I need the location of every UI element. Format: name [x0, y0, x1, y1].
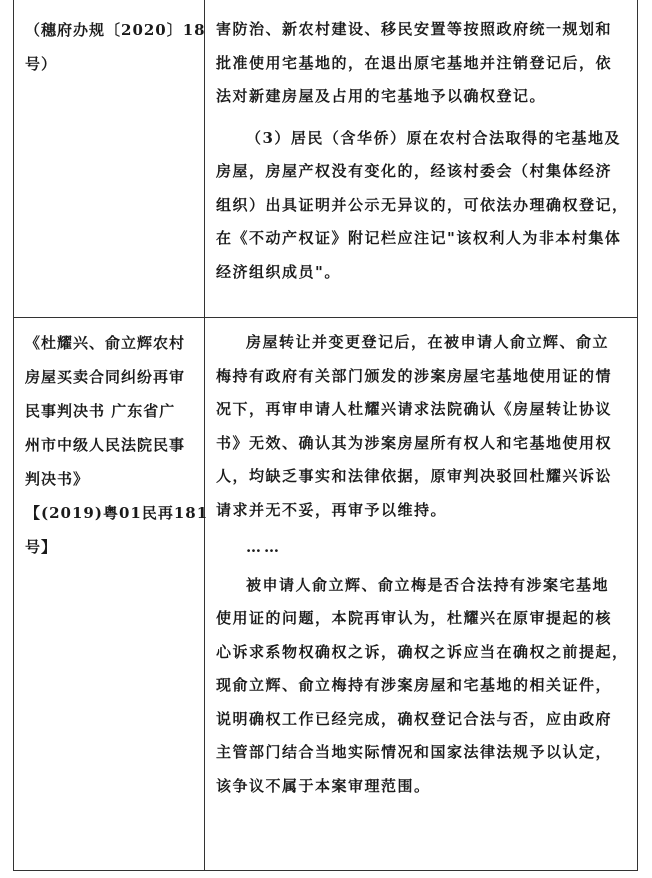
paragraph-line: 被申请人俞立辉、俞立梅是否合法持有涉案宅基地 — [246, 575, 610, 594]
column-divider — [204, 0, 205, 317]
paragraph-line: （3）居民（含华侨）原在农村合法取得的宅基地及 — [246, 128, 621, 147]
paragraph-line: 使用证的问题，本院再审认为，杜耀兴在原审提起的核 — [216, 609, 613, 627]
source-line: 民事判决书 广东省广 — [25, 402, 176, 420]
source-line: 判决书》 — [25, 470, 90, 488]
source-line: 【(2019)粤01民再181 — [25, 504, 209, 522]
source-cell — [25, 326, 209, 564]
paragraph-line: 现俞立辉、俞立梅持有涉案房屋和宅基地的相关证件， — [216, 676, 613, 694]
paragraph-line: 房屋转让并变更登记后，在被申请人俞立辉、俞立 — [246, 333, 610, 351]
paragraph-line: 心诉求系物权确权之诉，确权之诉应当在确权之前提起， — [216, 642, 629, 661]
document-table — [13, 0, 638, 871]
source-line: 《杜耀兴、俞立辉农村 — [25, 334, 186, 352]
paragraph-line: 房屋，房屋产权没有变化的，经该村委会（村集体经济 — [216, 162, 613, 180]
ellipsis: …… — [246, 538, 282, 556]
source-line: 号】 — [25, 538, 58, 556]
paragraph-line: 人，均缺乏事实和法律依据，原审判决驳回杜耀兴诉讼 — [216, 467, 613, 485]
table-row — [14, 317, 637, 870]
paragraph-line: 况下，再审申请人杜耀兴请求法院确认《房屋转让协议 — [216, 400, 613, 418]
content-cell — [216, 326, 632, 803]
source-line: 号） — [25, 55, 58, 73]
paragraph-line: 请求并无不妥，再审予以维持。 — [216, 500, 448, 519]
paragraph-line: 法对新建房屋及占用的宅基地予以确权登记。 — [216, 87, 547, 105]
paragraph-line: 经济组织成员"。 — [216, 262, 341, 281]
paragraph-line: 组织）出具证明并公示无异议的，可依法办理确权登记， — [216, 195, 629, 214]
paragraph-line: 书》无效、确认其为涉案房屋所有权人和宅基地使用权 — [216, 433, 613, 452]
paragraph-line: 批准使用宅基地的，在退出原宅基地并注销登记后，依 — [216, 53, 613, 72]
source-line: 房屋买卖合同纠纷再审 — [25, 368, 186, 386]
paragraph-line: 说明确权工作已经完成，确权登记合法与否，应由政府 — [216, 709, 613, 728]
paragraph-line: 该争议不属于本案审理范围。 — [216, 776, 431, 795]
paragraph-line: 梅持有政府有关部门颁发的涉案房屋宅基地使用证的情 — [216, 366, 613, 385]
content-cell — [216, 13, 632, 289]
source-line: （穗府办规〔2020〕18 — [25, 21, 206, 39]
source-line: 州市中级人民法院民事 — [25, 436, 186, 454]
paragraph-line: 在《不动产权证》附记栏应注记"该权利人为非本村集体 — [216, 229, 622, 247]
table-row — [14, 0, 637, 317]
paragraph-line: 主管部门结合当地实际情况和国家法律法规予以认定， — [216, 743, 613, 761]
column-divider — [204, 318, 205, 870]
paragraph-line: 害防治、新农村建设、移民安置等按照政府统一规划和 — [216, 20, 613, 38]
source-cell — [25, 13, 206, 81]
